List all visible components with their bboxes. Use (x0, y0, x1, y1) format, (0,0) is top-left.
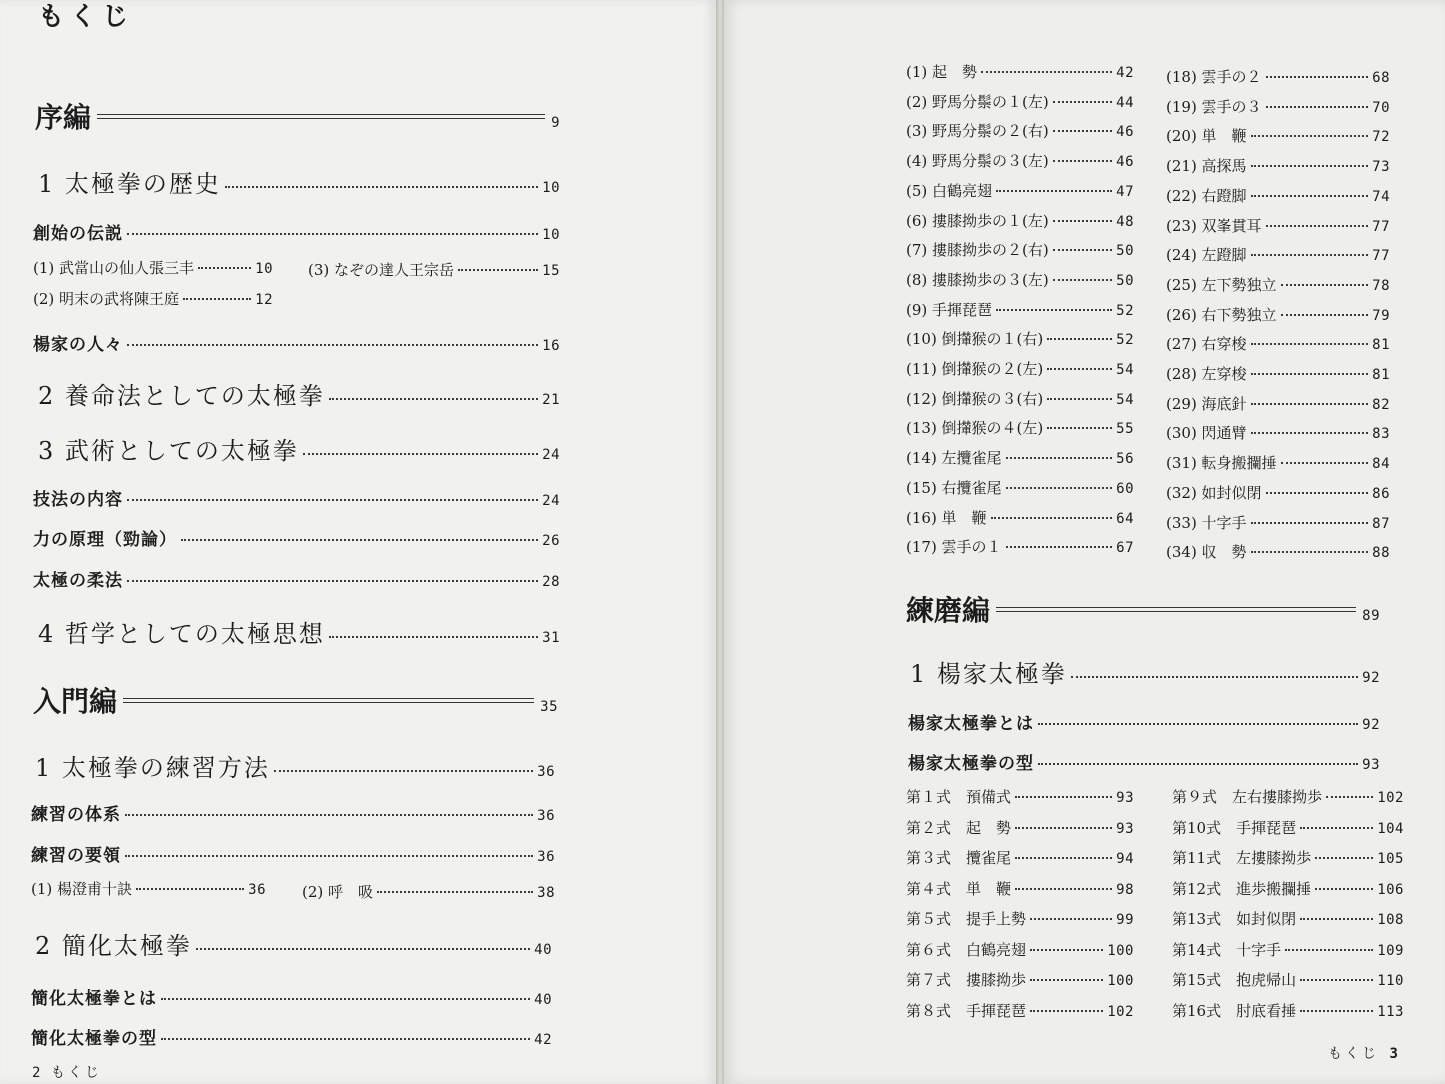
toc-entry-section[interactable]: 練習の要領 36 (31, 846, 555, 866)
toc-entry-item[interactable]: 第15式 抱虎帰山 110 (1172, 971, 1404, 989)
toc-entry-chapter[interactable]: 2 簡化太極拳 40 (35, 932, 552, 960)
toc-entry-item[interactable]: 第６式 白鶴亮翅 100 (906, 940, 1134, 959)
toc-entry-item[interactable]: (2) 呼 吸 38 (302, 883, 555, 901)
page-footer (1328, 1043, 1398, 1063)
toc-entry-chapter[interactable]: 1 太極拳の歴史 10 (38, 170, 560, 198)
toc-entry-part[interactable]: 入門編 35 (33, 685, 558, 718)
toc-entry-section[interactable]: 力の原理（勁論） 26 (33, 530, 560, 550)
toc-entry-item[interactable]: 第５式 提手上勢 99 (906, 910, 1134, 928)
toc-entry-part[interactable]: 練磨編 89 (906, 594, 1380, 627)
toc-entry-item[interactable]: (24) 左蹬脚 77 (1166, 246, 1390, 265)
toc-entry-item[interactable]: 第10式 手揮琵琶 104 (1172, 818, 1404, 837)
toc-entry-item[interactable]: (2) 明末の武将陳王庭 12 (33, 290, 273, 308)
toc-entry-item[interactable]: (13) 倒攆猴の４(左) 55 (906, 419, 1134, 438)
toc-entry-item[interactable]: 第４式 単 鞭 98 (906, 879, 1134, 898)
footer-title: もくじ (1328, 1046, 1379, 1062)
toc-entry-item[interactable]: (26) 右下勢独立 79 (1166, 305, 1390, 324)
left-page (0, 0, 716, 1084)
toc-entry-item[interactable]: (17) 雲手の１ 67 (906, 538, 1134, 557)
toc-entry-item[interactable]: 第13式 如封似閉 108 (1172, 910, 1404, 928)
toc-entry-section[interactable]: 太極の柔法 28 (33, 571, 560, 591)
toc-entry-section[interactable]: 技法の内容 24 (33, 490, 560, 510)
toc-entry-item[interactable]: (29) 海底針 82 (1166, 394, 1390, 413)
toc-entry-item[interactable]: (34) 収 勢 88 (1166, 543, 1390, 562)
toc-entry-item[interactable]: (21) 高探馬 73 (1166, 157, 1390, 176)
toc-entry-item[interactable]: (22) 右蹬脚 74 (1166, 186, 1390, 205)
toc-entry-item[interactable]: (5) 白鶴亮翅 47 (906, 181, 1134, 200)
running-title: もくじ (38, 2, 135, 32)
toc-entry-item[interactable]: (28) 左穿梭 81 (1166, 365, 1390, 383)
toc-entry-item[interactable]: (1) 武當山の仙人張三丰 10 (33, 259, 273, 277)
toc-entry-item[interactable]: (7) 摟膝拗歩の２(右) 50 (906, 241, 1134, 260)
footer-page-number: 3 (1389, 1046, 1398, 1062)
toc-entry-item[interactable]: (25) 左下勢独立 78 (1166, 275, 1390, 294)
toc-entry-part[interactable]: 序編 9 (35, 101, 560, 134)
toc-entry-item[interactable]: 第３式 攬雀尾 94 (906, 849, 1134, 867)
toc-entry-item[interactable]: (16) 単 鞭 64 (906, 508, 1134, 527)
double-rule (97, 114, 545, 119)
toc-entry-item[interactable]: (31) 転身搬攔捶 84 (1166, 454, 1390, 473)
toc-entry-item[interactable]: (1) 起 勢 42 (906, 63, 1134, 81)
toc-entry-section[interactable]: 練習の体系 36 (31, 805, 555, 825)
toc-entry-item[interactable]: (3) なぞの達人王宗岳 15 (308, 261, 560, 279)
toc-entry-item[interactable]: (12) 倒攆猴の３(右) 54 (906, 389, 1134, 408)
toc-entry-item[interactable]: (4) 野馬分鬃の３(左) 46 (906, 152, 1134, 171)
toc-entry-item[interactable]: 第２式 起 勢 93 (906, 818, 1134, 837)
toc-entry-item[interactable]: (30) 閃通臂 83 (1166, 424, 1390, 443)
toc-entry-item[interactable]: (15) 右攬雀尾 60 (906, 478, 1134, 497)
toc-entry-item[interactable]: (14) 左攬雀尾 56 (906, 449, 1134, 468)
toc-entry-item[interactable]: (27) 右穿梭 81 (1166, 335, 1390, 354)
toc-entry-item[interactable]: (10) 倒攆猴の１(右) 52 (906, 330, 1134, 349)
footer-title: もくじ (50, 1065, 102, 1081)
toc-entry-chapter[interactable]: 3 武術としての太極拳 24 (38, 437, 560, 465)
double-rule (996, 607, 1356, 612)
toc-entry-chapter[interactable]: 1 楊家太極拳 92 (910, 660, 1380, 688)
toc-entry-item[interactable]: (33) 十字手 87 (1166, 513, 1390, 532)
toc-entry-section[interactable]: 楊家太極拳の型 93 (908, 754, 1380, 774)
toc-entry-item[interactable]: (23) 双峯貫耳 77 (1166, 216, 1390, 235)
toc-entry-item[interactable]: 第９式 左右摟膝拗歩 102 (1172, 788, 1404, 806)
toc-entry-section[interactable]: 楊家の人々 16 (33, 335, 560, 355)
footer-page-number: 2 (32, 1065, 41, 1081)
toc-entry-item[interactable]: (3) 野馬分鬃の２(右) 46 (906, 122, 1134, 141)
toc-entry-item[interactable]: 第16式 肘底看捶 113 (1172, 1001, 1404, 1020)
toc-entry-section[interactable]: 楊家太極拳とは 92 (908, 714, 1380, 734)
right-page (724, 0, 1445, 1084)
book-gutter (716, 0, 724, 1084)
toc-entry-chapter[interactable]: 1 太極拳の練習方法 36 (35, 754, 555, 782)
toc-entry-item[interactable]: 第８式 手揮琵琶 102 (906, 1001, 1134, 1020)
toc-entry-item[interactable]: (19) 雲手の３ 70 (1166, 97, 1390, 116)
toc-entry-section[interactable]: 簡化太極拳とは 40 (31, 989, 552, 1009)
toc-entry-item[interactable]: (6) 摟膝拗歩の１(左) 48 (906, 211, 1134, 230)
toc-entry-item[interactable]: 第14式 十字手 109 (1172, 940, 1404, 959)
toc-entry-item[interactable]: (2) 野馬分鬃の１(左) 44 (906, 92, 1134, 111)
toc-entry-item[interactable]: (11) 倒攆猴の２(左) 54 (906, 360, 1134, 378)
double-rule (123, 698, 534, 703)
toc-entry-item[interactable]: 第７式 摟膝拗歩 100 (906, 971, 1134, 989)
toc-entry-item[interactable]: 第11式 左摟膝拗歩 105 (1172, 849, 1404, 867)
page-footer (32, 1062, 102, 1082)
toc-entry-section[interactable]: 創始の伝説 10 (33, 224, 560, 244)
toc-entry-item[interactable]: (1) 楊澄甫十訣 36 (31, 880, 266, 898)
toc-entry-section[interactable]: 簡化太極拳の型 42 (31, 1029, 552, 1049)
toc-entry-item[interactable]: (9) 手揮琵琶 52 (906, 300, 1134, 319)
toc-entry-chapter[interactable]: 4 哲学としての太極思想 31 (38, 620, 560, 648)
toc-entry-item[interactable]: 第12式 進歩搬攔捶 106 (1172, 879, 1404, 898)
toc-entry-item[interactable]: (8) 摟膝拗歩の３(左) 50 (906, 270, 1134, 289)
toc-entry-chapter[interactable]: 2 養命法としての太極拳 21 (38, 382, 560, 410)
toc-entry-item[interactable]: (32) 如封似閉 86 (1166, 483, 1390, 502)
toc-entry-item[interactable]: 第１式 預備式 93 (906, 788, 1134, 806)
toc-entry-item[interactable]: (20) 単 鞭 72 (1166, 127, 1390, 146)
toc-entry-item[interactable]: (18) 雲手の２ 68 (1166, 68, 1390, 86)
